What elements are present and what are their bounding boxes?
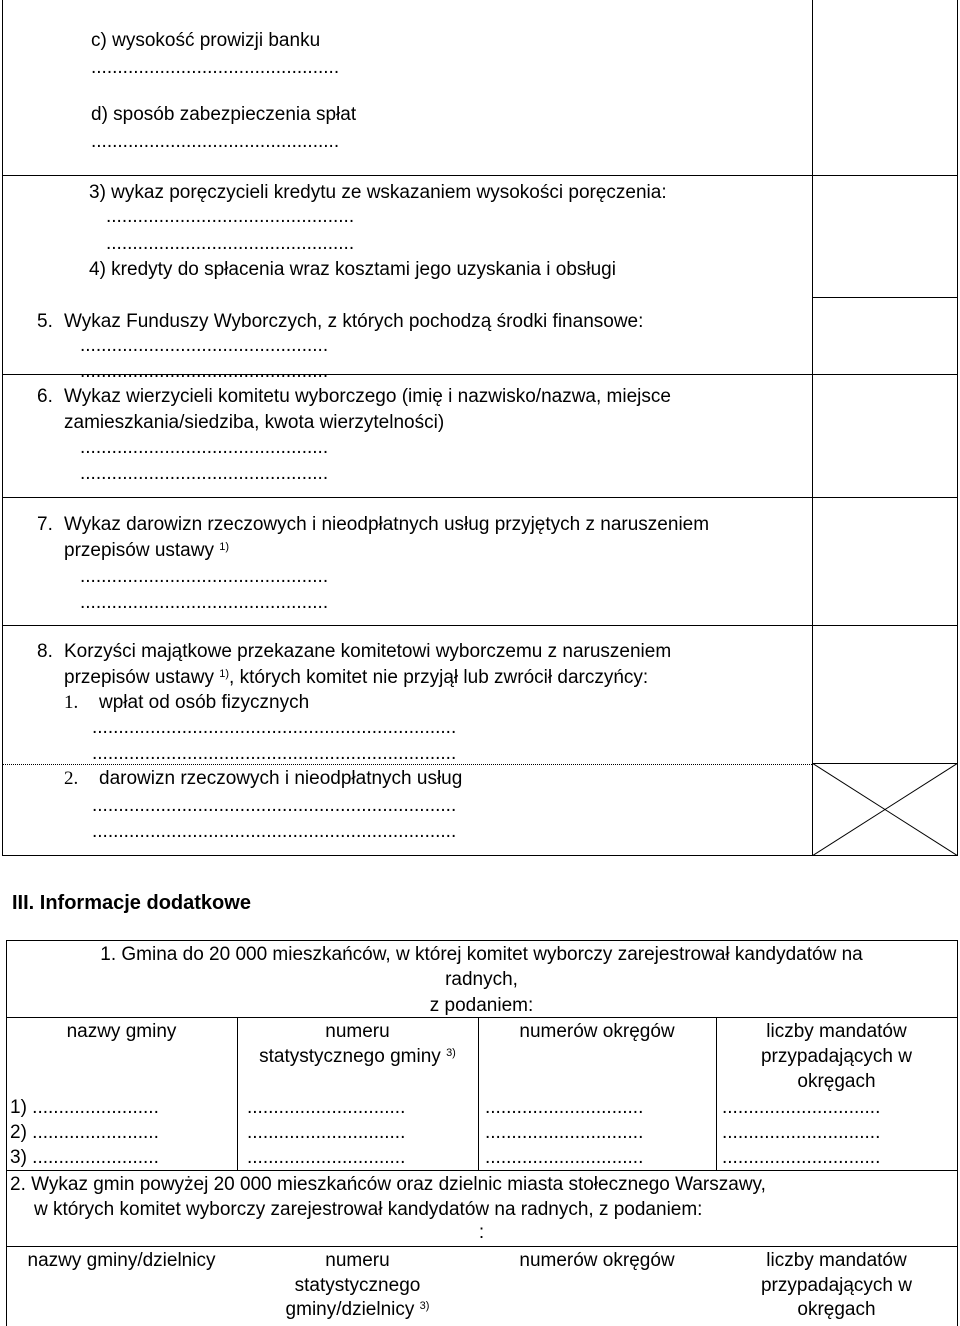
footnote-ref: 3) (446, 1047, 456, 1059)
dotted-fill: ..................................................................... (92, 821, 457, 842)
dotted-fill: ............................................... (80, 592, 329, 613)
footnote-ref: 1) (219, 541, 230, 553)
header-mandates-line3: okręgach (797, 1071, 876, 1092)
dotted-fill: ............................................... (80, 463, 329, 484)
item-7-text-line2: przepisów ustawy $^{1)}$ (64, 540, 230, 561)
table1-caption-line1: 1. Gmina do 20 000 mieszkańców, w której komitet wyborczy zarejestrował kandydatów na (100, 944, 863, 965)
subitem-2-text: darowizn rzeczowych i nieodpłatnych usług (99, 768, 463, 789)
item-5-text: Wykaz Funduszy Wyborczych, z których pochodzą środki finansowe: (64, 311, 644, 332)
loans-to-repay-label: 4) kredyty do spłacenia wraz kosztami jego uzyskania i obsługi (89, 259, 616, 280)
dotted-fill: ............................................... (106, 233, 355, 254)
row-divider (6, 1170, 957, 1171)
row-divider (2, 175, 957, 176)
dotted-fill: ............................................... (80, 566, 329, 587)
subitem-1-text: wpłat od osób fizycznych (99, 692, 310, 713)
header-mandates-line1: liczby mandatów (766, 1250, 907, 1271)
table-right-border (957, 940, 958, 1326)
item-6-number: 6. (37, 386, 53, 407)
table-top-border (6, 940, 957, 941)
guarantors-label: 3) wykaz poręczycieli kredytu ze wskazaniem wysokości poręczenia: (89, 182, 667, 203)
item-6-text-line1: Wykaz wierzycieli komitetu wyborczego (imię i nazwisko/nazwa, miejsce (64, 386, 671, 407)
dotted-fill: ............................................... (106, 206, 355, 227)
header-statistical-number-line1: numeru (325, 1250, 390, 1271)
item-8-text-line1: Korzyści majątkowe przekazane komitetowi wyborczemu z naruszeniem (64, 641, 672, 662)
header-district-numbers: numerów okręgów (519, 1250, 675, 1271)
header-statistical-number-line1: numeru (325, 1021, 390, 1042)
table1-caption-line2: radnych, (445, 969, 518, 990)
table-cell: .............................. (247, 1122, 406, 1143)
table2-caption-line1: 2. Wykaz gmin powyżej 20 000 mieszkańców oraz dzielnic miasta stołecznego Warszawy, (10, 1174, 766, 1195)
bank-commission-label: c) wysokość prowizji banku (91, 30, 321, 51)
row-divider (2, 625, 957, 626)
header-mandates-line2: przypadających w (760, 1046, 913, 1067)
row-divider (6, 1017, 957, 1018)
subitem-1-number: 1. (64, 692, 79, 713)
header-statistical-number-line2: statystycznego gminy $^{3)}$ (259, 1046, 456, 1067)
table-cell: .............................. (722, 1147, 881, 1168)
item-8-number: 8. (37, 641, 53, 662)
crossed-cell (812, 763, 958, 856)
table-column-divider (812, 0, 813, 856)
table-left-border (2, 0, 3, 856)
table-cell: .............................. (722, 1097, 881, 1118)
table-cell: .............................. (247, 1147, 406, 1168)
footnote-ref: 3) (419, 1300, 430, 1312)
repayment-security-label: d) sposób zabezpieczenia spłat (91, 104, 357, 125)
dotted-fill: ..................................................................... (92, 717, 457, 738)
header-mandates-line2: przypadających w (760, 1275, 913, 1296)
row-divider (6, 1246, 957, 1247)
header-statistical-number-line3: gminy/dzielnicy $^{3)}$ (285, 1299, 430, 1320)
dotted-fill: ..................................................................... (92, 795, 457, 816)
dotted-fill: ............................................... (91, 131, 340, 152)
item-7-number: 7. (37, 514, 53, 535)
table-cell: 1) ........................ (10, 1097, 159, 1118)
dotted-fill: ..................................................................... (92, 743, 457, 764)
item-7-text-line1: Wykaz darowizn rzeczowych i nieodpłatnych usług przyjętych z naruszeniem (64, 514, 710, 535)
table-cell: .............................. (247, 1097, 406, 1118)
dotted-fill: ............................................... (80, 437, 329, 458)
table-cell: .............................. (485, 1122, 644, 1143)
section-heading: III. Informacje dodatkowe (12, 892, 251, 914)
table-cell: 2) ........................ (10, 1122, 159, 1143)
dotted-fill: ............................................... (80, 335, 329, 356)
table-cell: .............................. (722, 1122, 881, 1143)
header-statistical-number-line2: statystycznego (294, 1275, 421, 1296)
table-cell: .............................. (485, 1097, 644, 1118)
subitem-2-number: 2. (64, 768, 79, 789)
item-5-number: 5. (37, 311, 53, 332)
table1-caption-line3: z podaniem: (429, 995, 534, 1016)
table-cell: .............................. (485, 1147, 644, 1168)
row-divider (2, 497, 957, 498)
dotted-fill: ............................................... (80, 361, 329, 382)
table-right-border (957, 0, 958, 856)
header-district-numbers: numerów okręgów (519, 1021, 675, 1042)
row-divider (812, 297, 957, 298)
table2-caption-line3: : (478, 1222, 485, 1243)
header-mandates-line1: liczby mandatów (766, 1021, 907, 1042)
table-cell: 3) ........................ (10, 1147, 159, 1168)
header-municipality-district-name: nazwy gminy/dzielnicy (27, 1250, 216, 1271)
dotted-fill: ............................................... (91, 57, 340, 78)
header-municipality-name: nazwy gminy (66, 1021, 177, 1042)
item-8-text-line2: przepisów ustawy $^{1)}$, których komitet nie przyjął lub zwrócił darczyńcy: (64, 667, 649, 688)
item-6-text-line2: zamieszkania/siedziba, kwota wierzytelności) (64, 412, 445, 433)
header-mandates-line3: okręgach (797, 1299, 876, 1320)
footnote-ref: 1) (219, 668, 230, 680)
table2-caption-line2: w których komitet wyborczy zarejestrował kandydatów na radnych, z podaniem: (34, 1199, 703, 1220)
